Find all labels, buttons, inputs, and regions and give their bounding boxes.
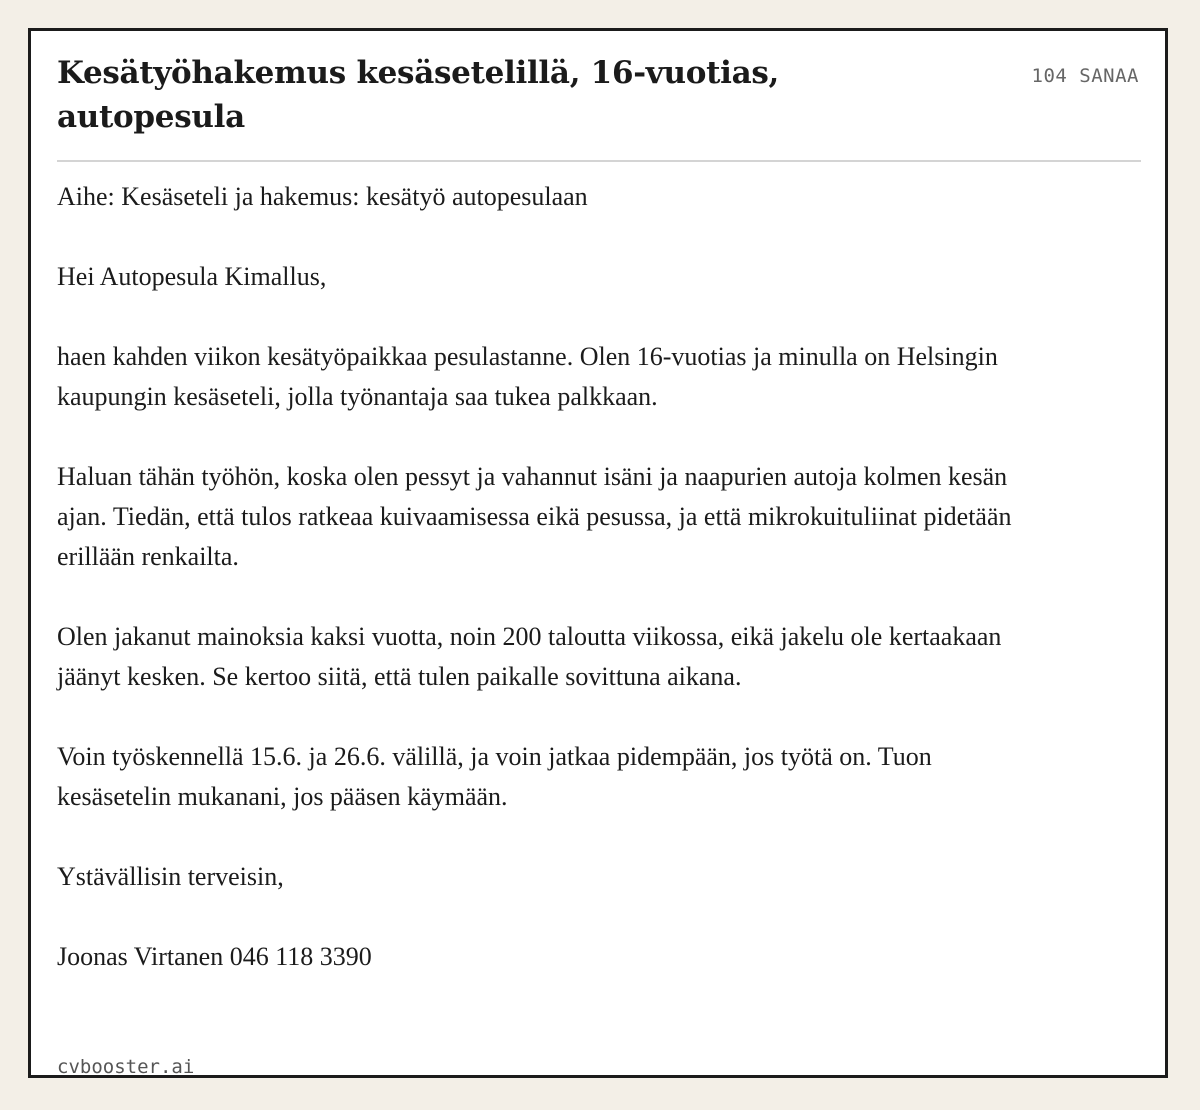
paragraph-motivation: Haluan tähän työhön, koska olen pessyt ja vahannut isäni ja naapurien autoja kolmen kesän ajan. Tiedän, että tulos ratkeaa kuivaamisessa eikä pesussa, ja että mikrokuituliinat pidetään erillään renkailta.	[57, 462, 1012, 571]
header-divider	[57, 160, 1141, 162]
paragraph-availability: Voin työskennellä 15.6. ja 26.6. välillä, ja voin jatkaa pidempään, jos työtä on. Tuon kesäsetelin mukanani, jos pääsen käymään.	[57, 742, 932, 811]
document-header	[57, 51, 1139, 139]
signature: Joonas Virtanen 046 118 3390	[57, 942, 372, 971]
footer-brand: cvbooster.ai	[57, 1056, 195, 1078]
paragraph-experience: Olen jakanut mainoksia kaksi vuotta, noin 200 taloutta viikossa, eikä jakelu ole kertaakaan jäänyt kesken. Se kertoo siitä, että tulen paikalle sovittuna aikana.	[57, 622, 1002, 691]
document-card	[28, 28, 1168, 1078]
greeting: Hei Autopesula Kimallus,	[57, 262, 327, 291]
closing: Ystävällisin terveisin,	[57, 862, 284, 891]
subject-line: Aihe: Kesäseteli ja hakemus: kesätyö autopesulaan	[57, 182, 588, 211]
paragraph-intro: haen kahden viikon kesätyöpaikkaa pesulastanne. Olen 16-vuotias ja minulla on Helsingin kaupungin kesäseteli, jolla työnantaja saa tukea palkkaan.	[57, 342, 998, 411]
document-title: Kesätyöhakemus kesäsetelillä, 16-vuotias, autopesula	[57, 55, 780, 135]
word-count: 104 SANAA	[1031, 65, 1139, 87]
letter-body	[57, 177, 1037, 1017]
